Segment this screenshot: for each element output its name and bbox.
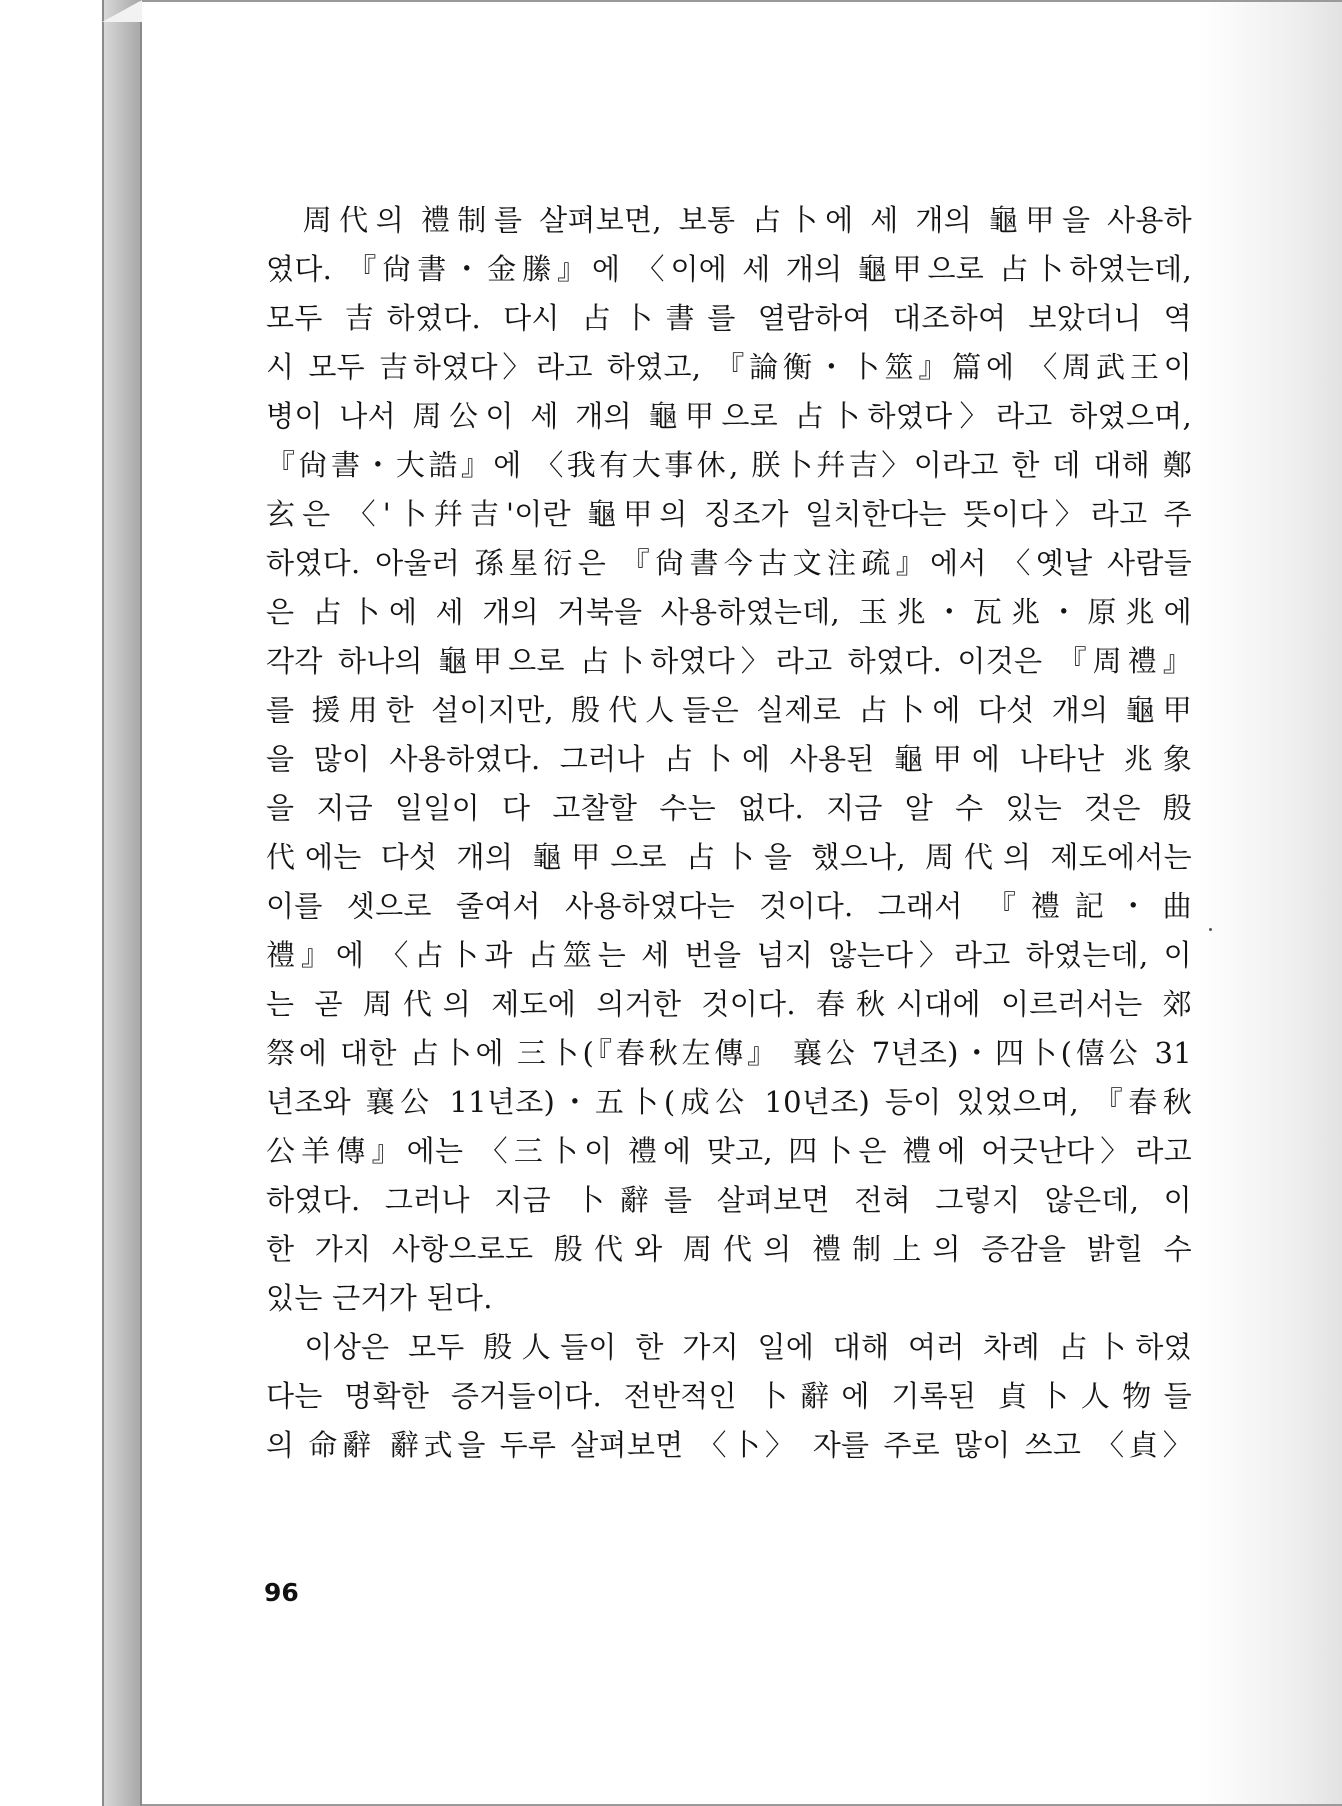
text-line: 하였다. 아울러 孫星衍은 『尙書今古文注疏』에서 〈옛날 사람들: [266, 546, 1192, 580]
text-line: 시 모두 吉하였다〉라고 하였고, 『論衡・卜筮』篇에 〈周武王이: [266, 350, 1192, 384]
text-line: 모두 吉하였다. 다시 占卜書를 열람하여 대조하여 보았더니 역: [266, 301, 1192, 335]
text-line: 公羊傳』에는 〈三卜이 禮에 맞고, 四卜은 禮에 어긋난다〉라고: [266, 1134, 1192, 1168]
text-line: 代에는 다섯 개의 龜甲으로 占卜을 했으나, 周代의 제도에서는: [266, 840, 1192, 874]
text-line: 을 많이 사용하였다. 그러나 占卜에 사용된 龜甲에 나타난 兆象: [266, 742, 1192, 776]
page-number: 96: [264, 1578, 299, 1607]
text-line: 이를 셋으로 줄여서 사용하였다는 것이다. 그래서 『禮記・曲: [266, 889, 1192, 923]
text-line: 玄은 〈'卜幷吉'이란 龜甲의 징조가 일치한다는 뜻이다〉라고 주: [266, 497, 1192, 531]
text-line: 의 命辭 辭式을 두루 살펴보면 〈卜〉 자를 주로 많이 쓰고 〈貞〉: [266, 1428, 1192, 1462]
scan-speck: [1209, 928, 1212, 931]
text-line: 병이 나서 周公이 세 개의 龜甲으로 占卜하였다〉라고 하였으며,: [266, 399, 1192, 433]
text-line: 『尙書・大誥』에 〈我有大事休, 朕卜幷吉〉이라고 한 데 대해 鄭: [266, 448, 1192, 482]
text-line: 다는 명확한 증거들이다. 전반적인 卜辭에 기록된 貞卜人物들: [266, 1379, 1192, 1413]
paragraph-end-line: 있는 근거가 된다.: [266, 1281, 493, 1315]
text-line: 각각 하나의 龜甲으로 占卜하였다〉라고 하였다. 이것은 『周禮』: [266, 644, 1192, 678]
text-line: 을 지금 일일이 다 고찰할 수는 없다. 지금 알 수 있는 것은 殷: [266, 791, 1192, 825]
text-line: 周代의 禮制를 살펴보면, 보통 占卜에 세 개의 龜甲을 사용하: [266, 203, 1192, 237]
body-text: [266, 196, 1192, 1470]
text-line: 는 곧 周代의 제도에 의거한 것이다. 春秋시대에 이르러서는 郊: [266, 987, 1192, 1021]
text-line: 이상은 모두 殷人들이 한 가지 일에 대해 여러 차례 占卜하였: [266, 1330, 1192, 1364]
text-line: 하였다. 그러나 지금 卜辭를 살펴보면 전혀 그렇지 않은데, 이: [266, 1183, 1192, 1217]
text-line: 를 援用한 설이지만, 殷代人들은 실제로 占卜에 다섯 개의 龜甲: [266, 693, 1192, 727]
text-line: 祭에 대한 占卜에 三卜(『春秋左傳』 襄公 7년조)・四卜(僖公 31: [266, 1036, 1192, 1070]
text-line: 였다. 『尙書・金縢』에 〈이에 세 개의 龜甲으로 占卜하였는데,: [266, 252, 1192, 286]
text-line: 은 占卜에 세 개의 거북을 사용하였는데, 玉兆・瓦兆・原兆에: [266, 595, 1192, 629]
book-spine-edge: [102, 0, 142, 1806]
text-line: 년조와 襄公 11년조)・五卜(成公 10년조) 등이 있었으며, 『春秋: [266, 1085, 1192, 1119]
text-line: 禮』에 〈占卜과 占筮는 세 번을 넘지 않는다〉라고 하였는데, 이: [266, 938, 1192, 972]
text-line: 한 가지 사항으로도 殷代와 周代의 禮制上의 증감을 밝힐 수: [266, 1232, 1192, 1266]
